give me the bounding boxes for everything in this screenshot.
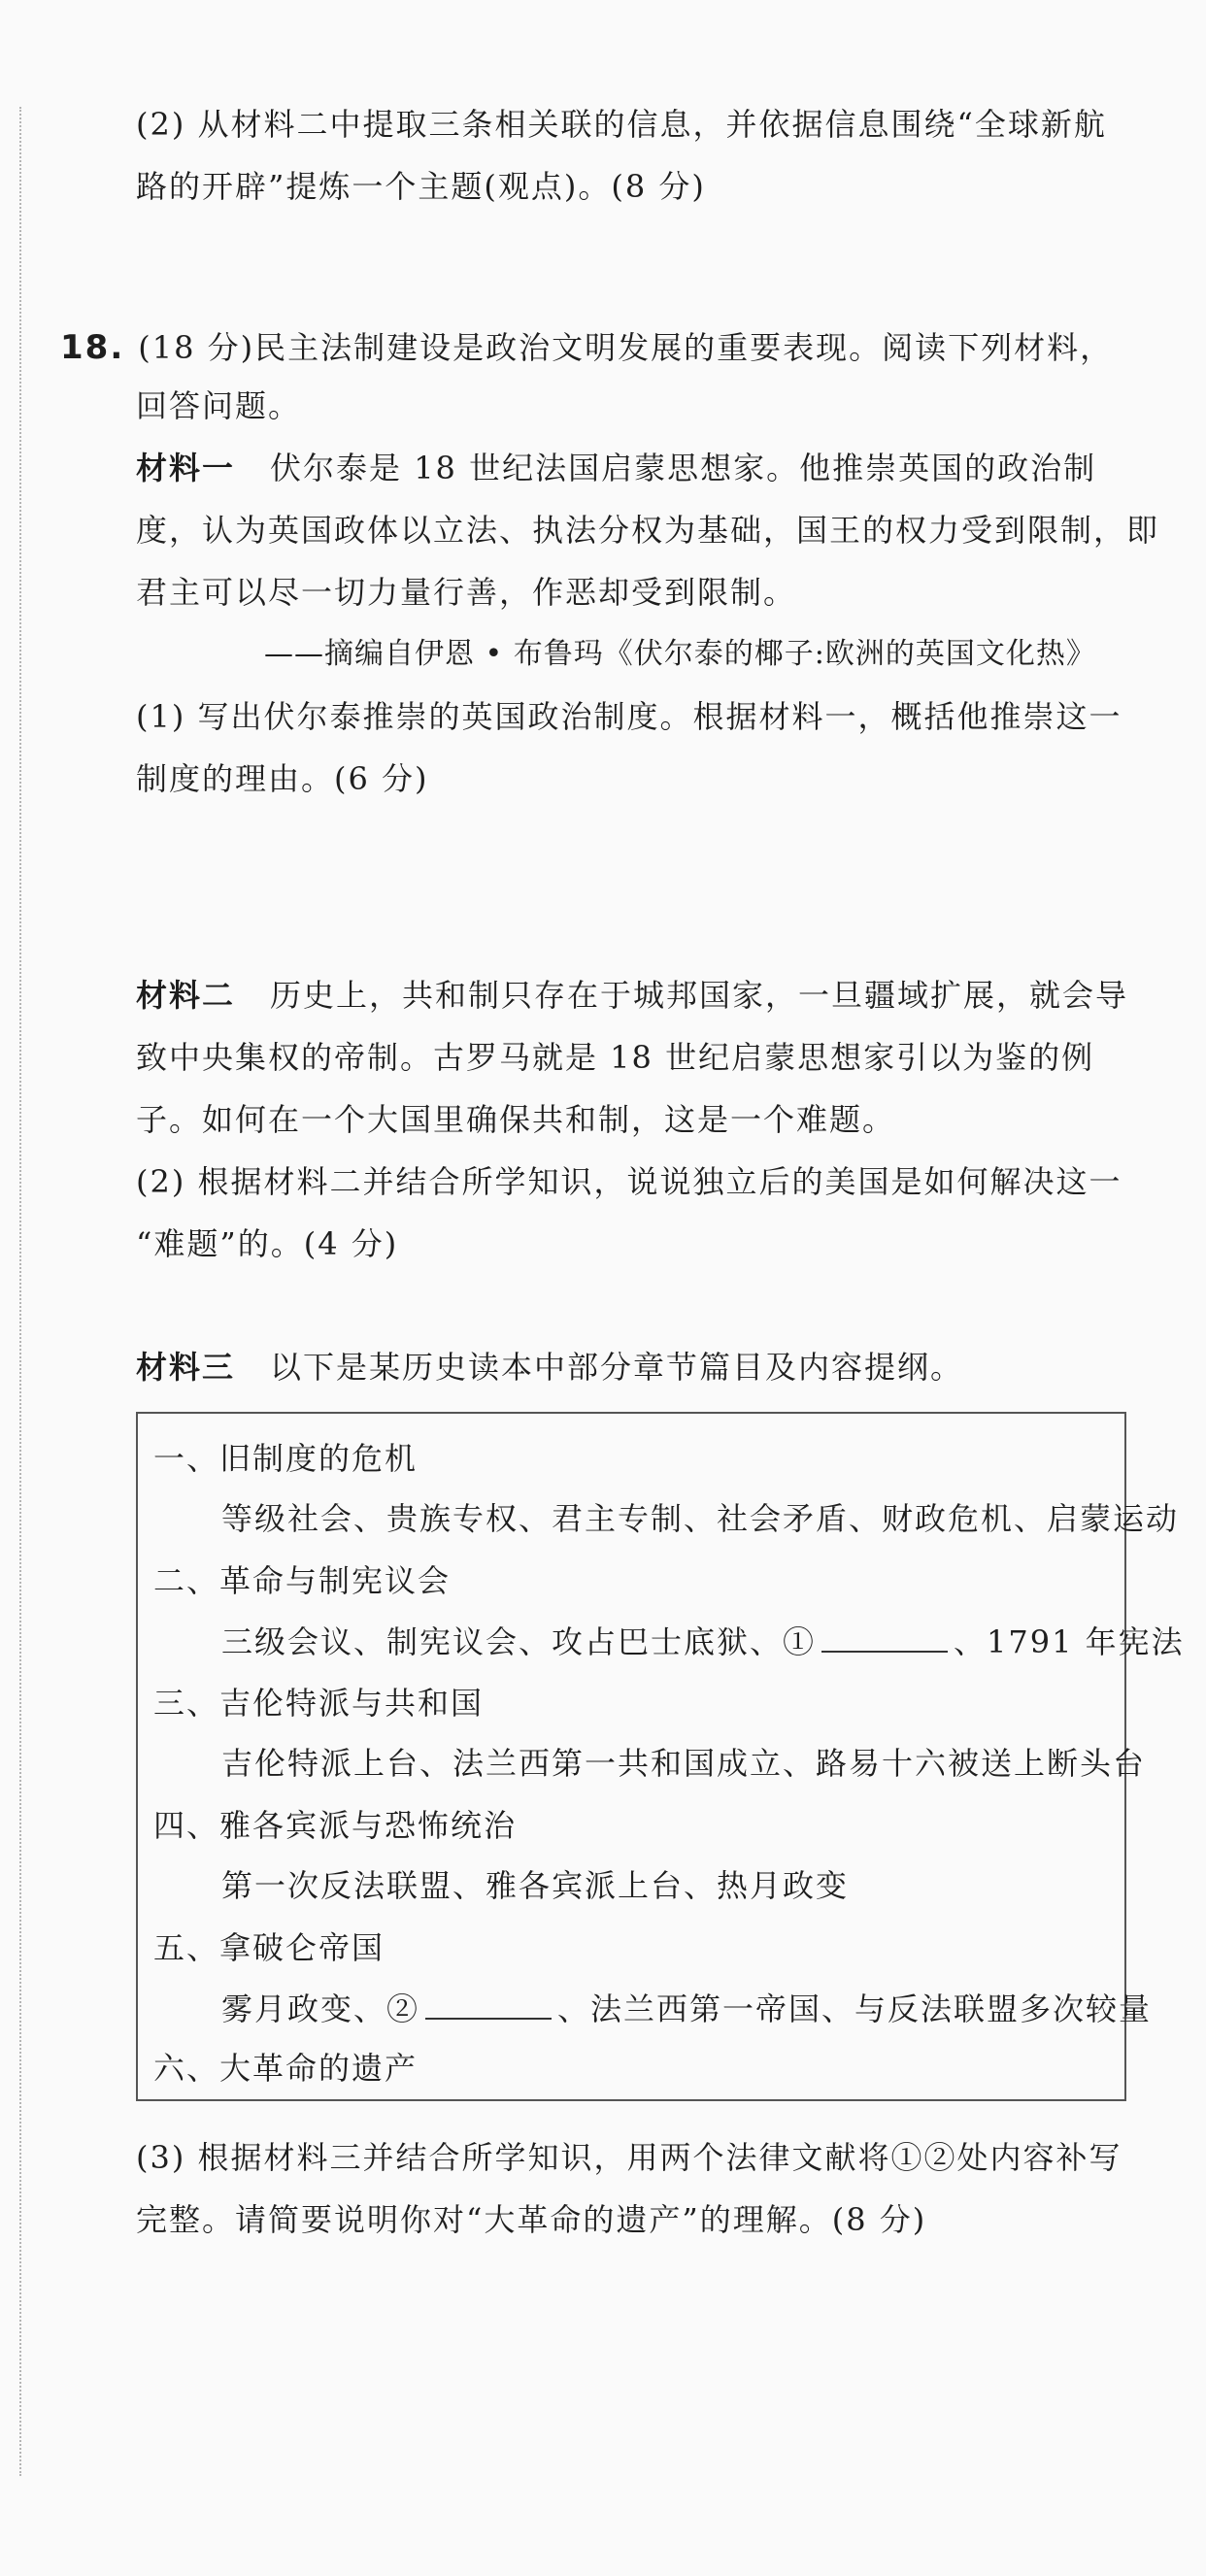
material-2-label: 材料二 — [136, 977, 236, 1014]
outline-section-3-title: 三、吉伦特派与共和国 — [153, 1685, 485, 1722]
subquestion-2-line2: “难题”的。(4 分) — [136, 1225, 399, 1262]
blank-1[interactable] — [821, 1622, 948, 1653]
outline-section-5-content-a: 雾月政变、② — [221, 1991, 420, 2027]
question-18-intro — [60, 328, 1113, 367]
outline-section-2-content-a: 三级会议、制宪议会、攻占巴士底狱、① — [221, 1623, 817, 1660]
prev-question-line1: (2) 从材料二中提取三条相关联的信息，并依据信息围绕“全球新航 — [136, 106, 1107, 143]
material-3-line1 — [136, 1348, 963, 1387]
outline-section-2-content — [221, 1622, 1185, 1661]
question-number: 18. — [60, 328, 125, 367]
outline-section-3-content: 吉伦特派上台、法兰西第一共和国成立、路易十六被送上断头台 — [221, 1745, 1147, 1782]
material-3-label: 材料三 — [136, 1349, 236, 1386]
subquestion-3-line1: (3) 根据材料三并结合所学知识，用两个法律文献将①②处内容补写 — [136, 2139, 1122, 2176]
blank-2[interactable] — [425, 1989, 552, 2020]
outline-section-5-content — [221, 1989, 1152, 2028]
outline-section-5-content-b: 、法兰西第一帝国、与反法联盟多次较量 — [557, 1991, 1153, 2027]
prev-question-line2: 路的开辟”提炼一个主题(观点)。(8 分) — [136, 168, 706, 205]
material-1-line2: 度，认为英国政体以立法、执法分权为基础，国王的权力受到限制，即 — [136, 512, 1160, 549]
outline-section-5-title: 五、拿破仑帝国 — [153, 1929, 385, 1966]
outline-section-6-title: 六、大革命的遗产 — [153, 2050, 419, 2087]
outline-section-1-content: 等级社会、贵族专权、君主专制、社会矛盾、财政危机、启蒙运动 — [221, 1500, 1180, 1537]
outline-section-2-content-b: 、1791 年宪法 — [954, 1623, 1185, 1660]
subquestion-2-line1: (2) 根据材料二并结合所学知识，说说独立后的美国是如何解决这一 — [136, 1163, 1122, 1200]
material-1-source: ——摘编自伊恩 • 布鲁玛《伏尔泰的椰子:欧洲的英国文化热》 — [264, 637, 1096, 671]
subquestion-3-line2: 完整。请简要说明你对“大革命的遗产”的理解。(8 分) — [136, 2201, 927, 2238]
subquestion-1-line2: 制度的理由。(6 分) — [136, 760, 429, 797]
outline-section-1-title: 一、旧制度的危机 — [153, 1440, 419, 1477]
subquestion-1-line1: (1) 写出伏尔泰推崇的英国政治制度。根据材料一，概括他推崇这一 — [136, 698, 1122, 735]
material-3-text1: 以下是某历史读本中部分章节篇目及内容提纲。 — [270, 1349, 964, 1386]
material-1-text1: 伏尔泰是 18 世纪法国启蒙思想家。他推崇英国的政治制 — [270, 450, 1097, 486]
material-2-line1 — [136, 976, 1128, 1015]
material-2-line2: 致中央集权的帝制。古罗马就是 18 世纪启蒙思想家引以为鉴的例 — [136, 1039, 1095, 1076]
question-18-intro-line2: 回答问题。 — [136, 387, 302, 424]
question-18-intro-line1: (18 分)民主法制建设是政治文明发展的重要表现。阅读下列材料， — [138, 329, 1114, 366]
material-1-line3: 君主可以尽一切力量行善，作恶却受到限制。 — [136, 574, 797, 611]
material-2-line3: 子。如何在一个大国里确保共和制，这是一个难题。 — [136, 1101, 896, 1138]
outline-section-4-content: 第一次反法联盟、雅各宾派上台、热月政变 — [221, 1867, 850, 1904]
material-1-line1 — [136, 449, 1096, 487]
material-1-label: 材料一 — [136, 450, 236, 486]
material-2-text1: 历史上，共和制只存在于城邦国家，一旦疆域扩展，就会导 — [270, 977, 1129, 1014]
outline-section-4-title: 四、雅各宾派与恐怖统治 — [153, 1807, 518, 1844]
outline-section-2-title: 二、革命与制宪议会 — [153, 1562, 452, 1599]
binding-margin-line — [19, 107, 21, 2476]
